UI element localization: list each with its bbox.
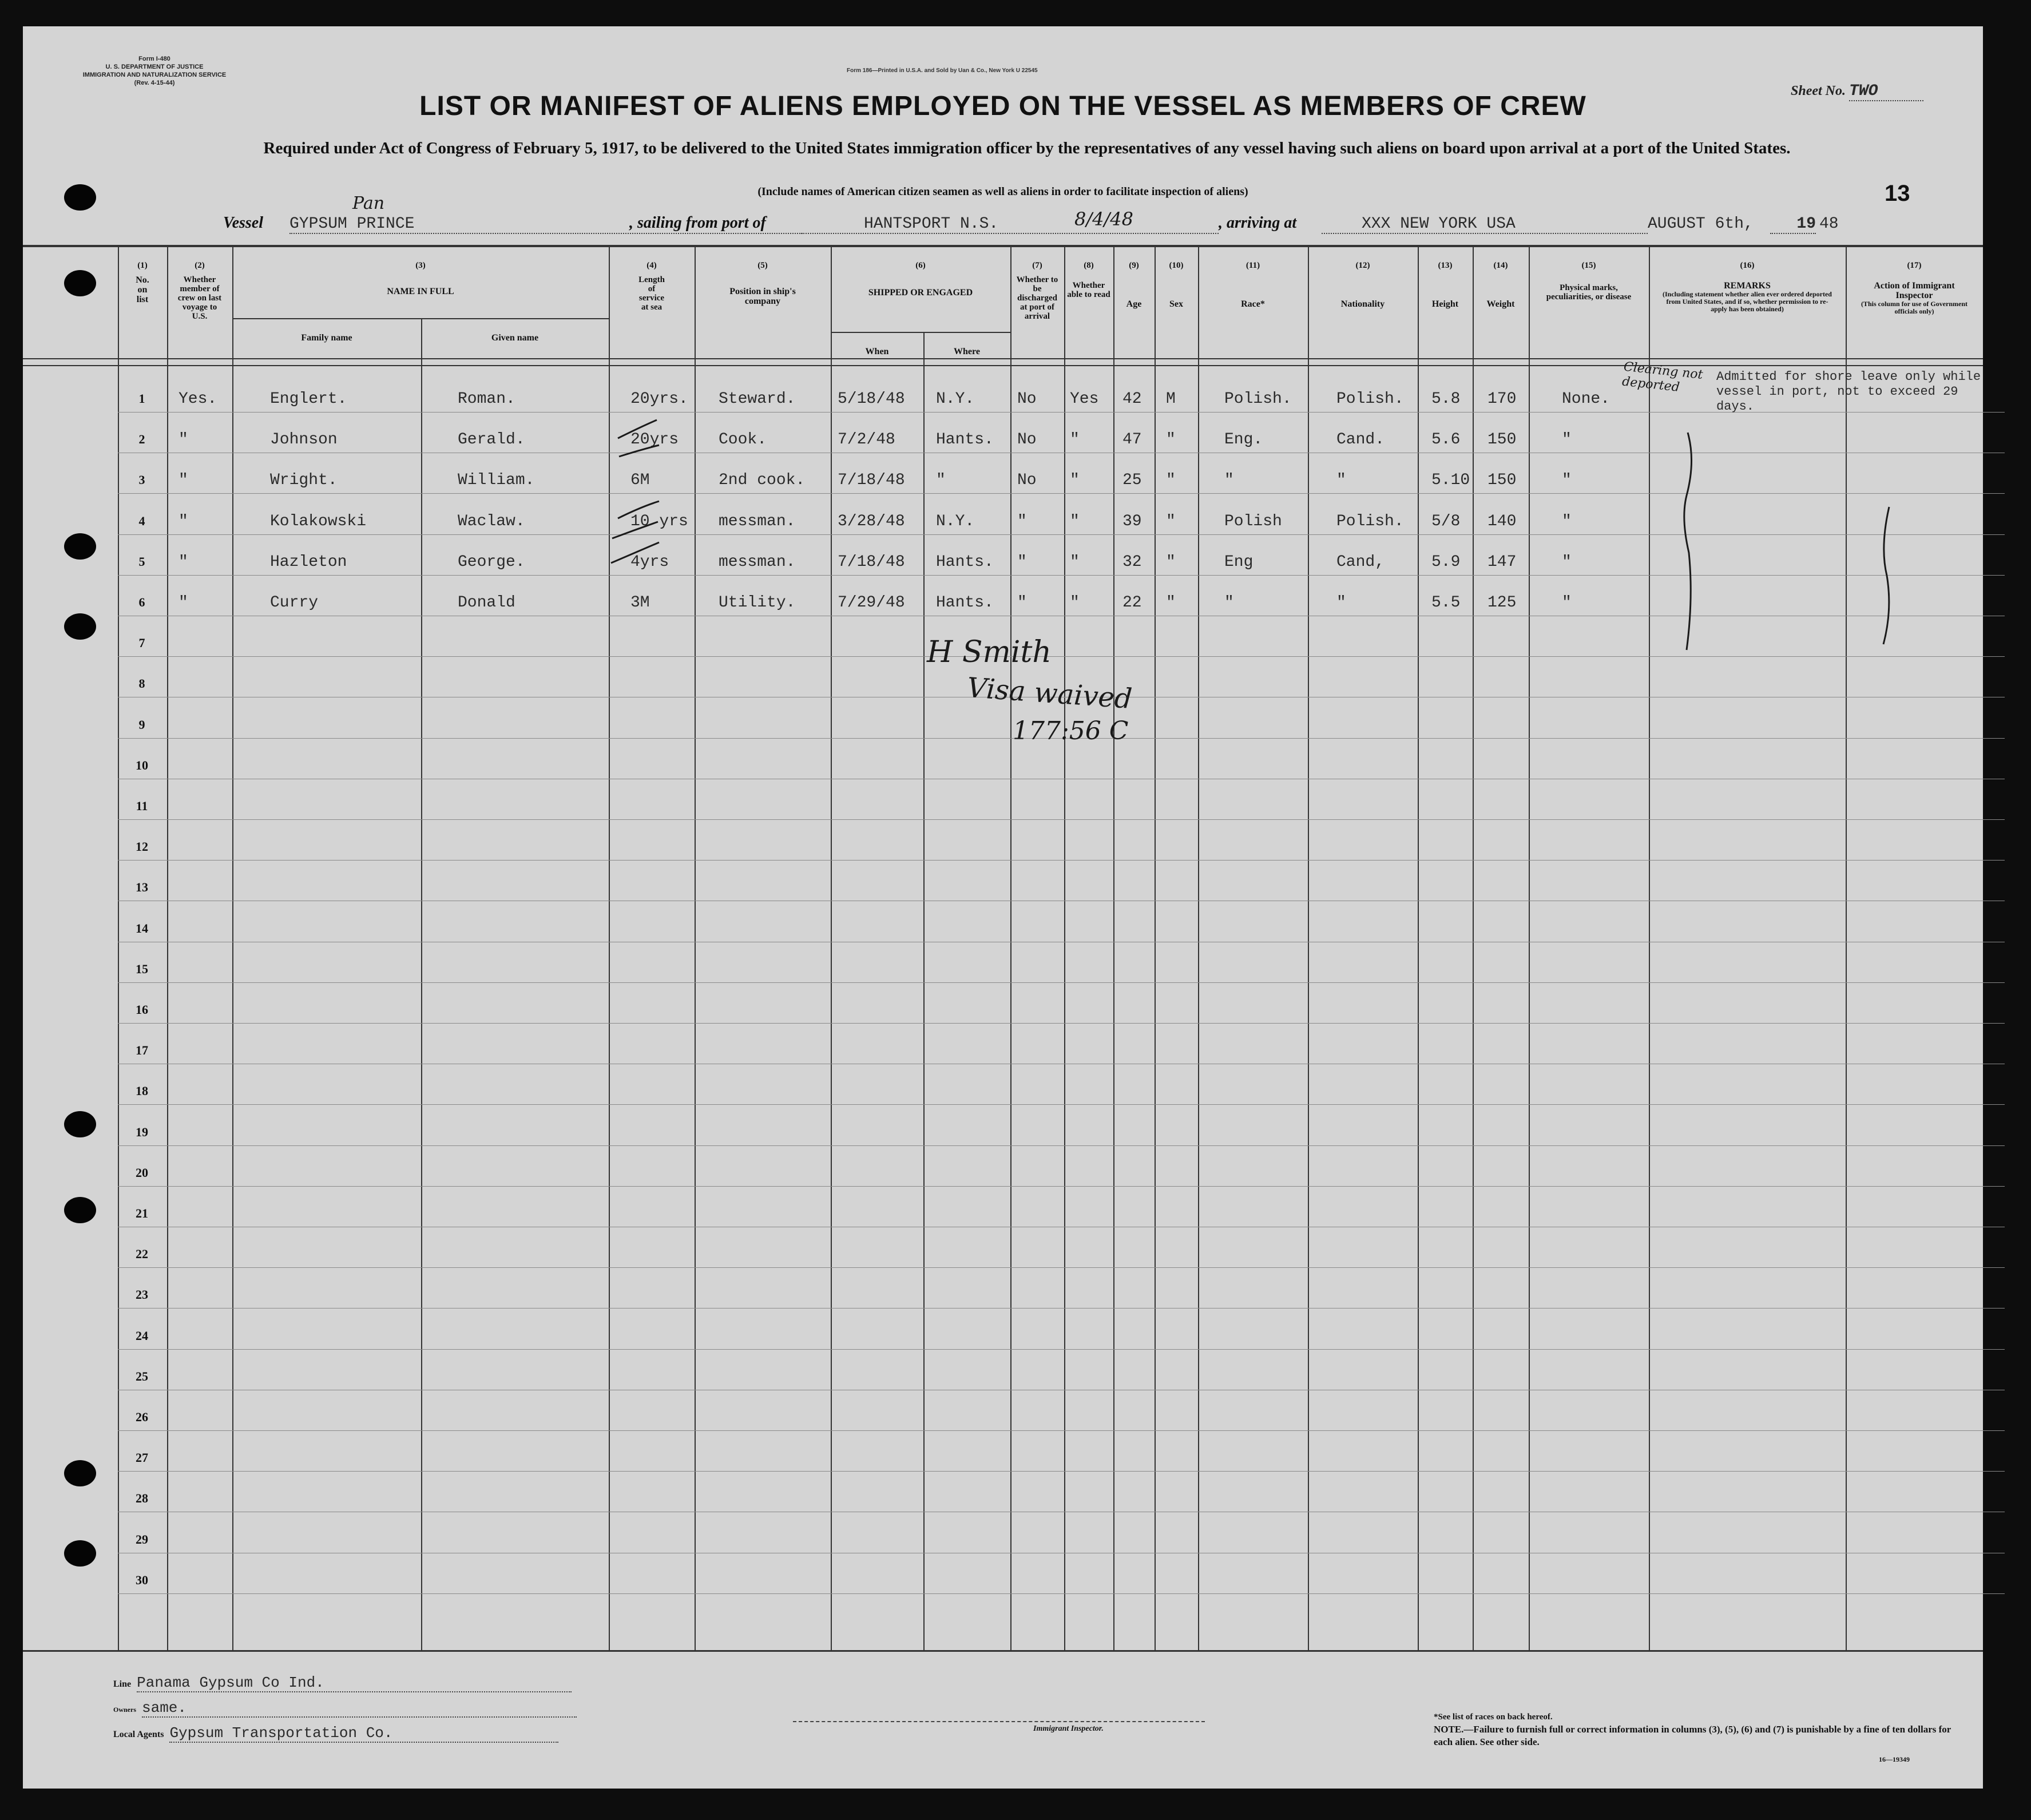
column-number: (11) [1245, 261, 1260, 270]
arrival-year-prefix: 19 [1770, 215, 1816, 234]
agents-label: Local Agents [113, 1730, 164, 1739]
visa-note: Visa waived [966, 671, 1133, 716]
shipped-where-cell: Hants. [936, 553, 994, 571]
height-cell: 5/8 [1431, 512, 1461, 530]
position-cell: messman. [719, 553, 796, 571]
column-label: NAME IN FULL [387, 287, 454, 296]
race-cell: " [1224, 471, 1234, 490]
shipped-where-cell: Hants. [936, 431, 994, 449]
weight-cell: 170 [1487, 390, 1517, 408]
penalty-note: NOTE.—Failure to furnish full or correct information in columns (3), (5), (6) and (7) is punishable by a fine of ten dollars for each alien. See other side. [1434, 1724, 1951, 1747]
column-label: SHIPPED OR ENGAGED [868, 288, 973, 298]
height-cell: 5.6 [1431, 431, 1461, 449]
discharged-cell: " [1017, 553, 1027, 571]
given-name-cell: William. [458, 471, 535, 490]
column-number: (10) [1169, 261, 1184, 270]
family-name-cell: Johnson [270, 431, 338, 449]
weight-cell: 125 [1487, 594, 1517, 612]
column-header-13 [1419, 261, 1471, 309]
row-number: 13 [136, 880, 148, 895]
row-number: 10 [136, 758, 148, 772]
column-number: (8) [1084, 261, 1094, 270]
inspector-label: Immigrant Inspector. [1033, 1724, 1104, 1733]
discharged-cell: No [1017, 390, 1037, 408]
row-number: 4 [138, 513, 145, 528]
race-cell: " [1224, 594, 1234, 612]
weight-cell: 150 [1487, 431, 1517, 449]
given-name-cell: Gerald. [458, 431, 525, 449]
family-name-header: Family name [301, 333, 352, 343]
column-label: Length of service at sea [638, 275, 665, 312]
requirement-text: Required under Act of Congress of February 5, 1917, to be delivered to the United States immigration officer by the representatives of any vessel having such aliens on board upon arrival at a port of the United States. [263, 139, 1791, 157]
remarks-bracket [1676, 427, 1699, 656]
footer-agents-row [113, 1724, 600, 1743]
nationality-cell: Cand. [1336, 431, 1385, 449]
column-number: (17) [1907, 261, 1922, 270]
nationality-cell: " [1336, 594, 1346, 612]
row-rule [118, 534, 2005, 535]
physical-marks-cell: " [1562, 594, 1572, 612]
sailing-label: , sailing from port of [629, 214, 766, 232]
row-number: 2 [138, 432, 145, 447]
revision: (Rev. 4-15-44) [134, 80, 175, 86]
position-cell: 2nd cook. [719, 471, 806, 490]
service-length-cell: 6M [630, 471, 650, 490]
shipped-where-cell: " [936, 471, 946, 490]
service-length-cell: 10 yrs [630, 512, 688, 530]
age-cell: 42 [1122, 390, 1142, 408]
family-name-cell: Kolakowski [270, 512, 367, 530]
row-number: 14 [136, 921, 148, 935]
row-rule [118, 860, 2005, 861]
owners-value: same. [142, 1699, 577, 1718]
footer-line-row [113, 1674, 600, 1692]
column-label: Height [1431, 299, 1459, 309]
height-cell: 5.8 [1431, 390, 1461, 408]
service: IMMIGRATION AND NATURALIZATION SERVICE [82, 72, 227, 78]
row-number: 28 [136, 1491, 148, 1506]
row-number: 19 [136, 1124, 148, 1139]
row-rule [118, 1023, 2005, 1024]
sex-cell: " [1166, 512, 1176, 530]
sex-cell: " [1166, 553, 1176, 571]
arriving-label: , arriving at [1219, 214, 1297, 232]
column-number: (3) [415, 261, 426, 270]
age-cell: 22 [1122, 594, 1142, 612]
action-bracket [1875, 501, 1898, 650]
column-label: Position in ship's company [729, 287, 796, 306]
column-label: Sex [1169, 299, 1183, 309]
age-cell: 39 [1122, 512, 1142, 530]
column-number: (12) [1355, 261, 1370, 270]
remarks-handwritten: Clearing not deported [1621, 359, 1704, 395]
punch-hole [64, 1111, 96, 1137]
weight-cell: 140 [1487, 512, 1517, 530]
able-to-read-cell: " [1070, 553, 1080, 571]
column-number: (16) [1740, 261, 1755, 270]
column-header-17 [1847, 261, 1982, 315]
column-header-2 [168, 261, 231, 321]
position-cell: Cook. [719, 431, 767, 449]
row-number: 1 [138, 391, 145, 406]
line-label: Line [113, 1679, 132, 1689]
nationality-cell: " [1336, 471, 1346, 490]
races-note: *See list of races on back hereof. [1434, 1712, 1553, 1722]
column-header-9 [1114, 261, 1153, 309]
column-number: (5) [757, 261, 768, 270]
nationality-cell: Polish. [1336, 512, 1404, 530]
service-length-cell: 4yrs [630, 553, 669, 571]
punch-hole [64, 533, 96, 560]
column-header-1 [120, 261, 165, 304]
service-length-cell: 20yrs. [630, 390, 688, 408]
able-to-read-cell: " [1070, 471, 1080, 490]
form-identifier [80, 55, 229, 87]
vessel-line [223, 193, 1882, 237]
row-number: 9 [138, 717, 145, 732]
column-label: Weight [1486, 299, 1515, 309]
race-cell: Polish [1224, 512, 1282, 530]
shipped-where-cell: N.Y. [936, 512, 975, 530]
last-voyage-cell: " [178, 471, 188, 490]
able-to-read-cell: " [1070, 431, 1080, 449]
race-cell: Eng. [1224, 431, 1263, 449]
last-voyage-cell: " [178, 512, 188, 530]
column-sublabel: (This column for use of Government officials only) [1861, 300, 1968, 315]
punch-hole [64, 1540, 96, 1567]
position-cell: Utility. [719, 594, 796, 612]
discharged-cell: " [1017, 512, 1027, 530]
shipped-when-cell: 5/18/48 [838, 390, 905, 408]
include-note: (Include names of American citizen seamen as well as aliens in order to facilitate inspection of aliens) [757, 185, 1248, 198]
punch-hole [64, 613, 96, 640]
column-header-15 [1530, 261, 1648, 302]
age-cell: 32 [1122, 553, 1142, 571]
column-header-3 [233, 261, 608, 296]
inspector-signature: H Smith [927, 635, 1052, 669]
row-number: 17 [136, 1043, 148, 1058]
service-length-cell: 3M [630, 594, 650, 612]
footer-owners-row [113, 1699, 600, 1718]
arrival-year-suffix: 48 [1819, 215, 1839, 233]
shipped-when-cell: 7/18/48 [838, 471, 905, 490]
row-rule [118, 819, 2005, 820]
race-cell: Eng [1224, 553, 1253, 571]
row-number: 18 [136, 1084, 148, 1099]
sheet-label: Sheet No. [1791, 84, 1846, 98]
row-rule [118, 1308, 2005, 1309]
column-header-4 [610, 261, 693, 312]
column-header-16 [1650, 261, 1844, 313]
row-number: 21 [136, 1206, 148, 1220]
punch-hole [64, 1460, 96, 1486]
inspector-signature-line [793, 1721, 1205, 1722]
arrival-date: AUGUST 6th, [1648, 215, 1754, 233]
service-tick-marks [606, 415, 669, 633]
column-number: (15) [1581, 261, 1596, 270]
when-header: When [865, 347, 889, 356]
row-number: 20 [136, 1165, 148, 1180]
height-cell: 5.10 [1431, 471, 1470, 490]
row-number: 6 [138, 595, 145, 609]
row-rule [118, 982, 2005, 983]
column-label: Age [1126, 299, 1142, 309]
row-number: 22 [136, 1247, 148, 1262]
sheet-value: TWO [1849, 82, 1923, 101]
nationality-cell: Polish. [1336, 390, 1404, 408]
column-label: Nationality [1340, 299, 1385, 309]
vessel-name: GYPSUM PRINCE [289, 215, 804, 234]
row-number: 24 [136, 1328, 148, 1343]
row-number: 7 [138, 636, 145, 651]
last-voyage-cell: " [178, 594, 188, 612]
column-header-5 [696, 261, 830, 306]
vessel-handwritten: Pan [352, 193, 385, 213]
sex-cell: " [1166, 594, 1176, 612]
row-rule [118, 1186, 2005, 1187]
physical-marks-cell: None. [1562, 390, 1610, 408]
column-label: Physical marks, peculiarities, or disease [1546, 283, 1632, 302]
owners-label: Owners [113, 1706, 136, 1714]
column-label: REMARKS [1724, 281, 1771, 291]
row-rule [118, 1349, 2005, 1350]
physical-marks-cell: " [1562, 553, 1572, 571]
row-number: 30 [136, 1572, 148, 1587]
arrival-port: XXX NEW YORK USA [1322, 215, 1648, 234]
row-number: 25 [136, 1369, 148, 1383]
last-voyage-cell: " [178, 553, 188, 571]
row-rule [118, 1145, 2005, 1146]
row-number: 3 [138, 473, 145, 487]
sex-cell: M [1166, 390, 1176, 408]
discharged-cell: No [1017, 471, 1037, 490]
where-header: Where [954, 347, 980, 356]
shipped-when-cell: 7/18/48 [838, 553, 905, 571]
line-value: Panama Gypsum Co Ind. [137, 1674, 572, 1692]
age-cell: 25 [1122, 471, 1142, 490]
column-label: Whether member of crew on last voyage to U.S. [177, 275, 222, 321]
row-number: 27 [136, 1450, 148, 1465]
row-number: 29 [136, 1532, 148, 1547]
column-number: (14) [1493, 261, 1508, 270]
column-header-7 [1011, 261, 1063, 321]
visa-code: 177:56 C [1013, 716, 1129, 746]
shipped-where-cell: N.Y. [936, 390, 975, 408]
sex-cell: " [1166, 471, 1176, 490]
agents-value: Gypsum Transportation Co. [169, 1724, 558, 1743]
row-rule [118, 493, 2005, 494]
row-number: 8 [138, 676, 145, 691]
port-handwritten: 8/4/48 [1074, 208, 1133, 230]
remarks-typed: Admitted for shore leave only while vessel in port, not to exceed 29 days. [1716, 370, 1981, 414]
physical-marks-cell: " [1562, 431, 1572, 449]
column-number: (7) [1032, 261, 1042, 270]
shipped-when-cell: 7/29/48 [838, 594, 905, 612]
row-number: 23 [136, 1287, 148, 1302]
height-cell: 5.5 [1431, 594, 1461, 612]
shipped-when-cell: 3/28/48 [838, 512, 905, 530]
able-to-read-cell: " [1070, 512, 1080, 530]
last-voyage-cell: " [178, 431, 188, 449]
column-header-6 [832, 261, 1009, 298]
given-name-cell: Donald [458, 594, 515, 612]
family-name-cell: Hazleton [270, 553, 347, 571]
column-label: Whether able to read [1067, 281, 1110, 299]
manifest-sheet [23, 26, 1983, 1789]
shipped-when-cell: 7/2/48 [838, 431, 895, 449]
discharged-cell: " [1017, 594, 1027, 612]
last-voyage-cell: Yes. [178, 390, 217, 408]
row-number: 16 [136, 1002, 148, 1017]
sex-cell: " [1166, 431, 1176, 449]
column-header-11 [1199, 261, 1307, 309]
vessel-label: Vessel [223, 214, 263, 232]
able-to-read-cell: Yes [1070, 390, 1099, 408]
row-rule [118, 1267, 2005, 1268]
department: U. S. DEPARTMENT OF JUSTICE [105, 64, 204, 70]
weight-cell: 150 [1487, 471, 1517, 490]
family-name-cell: Wright. [270, 471, 338, 490]
column-label: Race* [1241, 299, 1265, 309]
able-to-read-cell: " [1070, 594, 1080, 612]
given-name-cell: Roman. [458, 390, 515, 408]
row-number: 26 [136, 1410, 148, 1424]
position-cell: messman. [719, 512, 796, 530]
punch-hole [64, 1197, 96, 1223]
nationality-cell: Cand, [1336, 553, 1385, 571]
column-number: (6) [915, 261, 926, 270]
given-name-header: Given name [491, 333, 539, 343]
shipped-where-cell: Hants. [936, 594, 994, 612]
row-number: 12 [136, 839, 148, 854]
column-header-12 [1309, 261, 1417, 309]
printer-line: Form 186—Printed in U.S.A. and Sold by Uan & Co., New York U 22545 [847, 68, 1038, 74]
row-rule [118, 1593, 2005, 1594]
column-label: No. on list [136, 275, 149, 304]
age-cell: 47 [1122, 431, 1142, 449]
physical-marks-cell: " [1562, 471, 1572, 490]
sailing-port: HANTSPORT N.S. [801, 215, 1219, 234]
row-rule [118, 1430, 2005, 1431]
row-number: 5 [138, 554, 145, 569]
given-name-cell: George. [458, 553, 525, 571]
column-number: (9) [1129, 261, 1139, 270]
row-rule [118, 575, 2005, 576]
column-header-8 [1065, 261, 1112, 299]
row-rule [118, 1104, 2005, 1105]
column-sublabel: (Including statement whether alien ever ordered deported from United States, and if so, whether permission to re-apply has been obtained) [1663, 290, 1832, 313]
row-rule [118, 656, 2005, 657]
column-number: (2) [195, 261, 205, 270]
page-number: 13 [1885, 181, 1910, 206]
form-number: Form I-480 [138, 55, 170, 62]
race-cell: Polish. [1224, 390, 1292, 408]
service-length-cell: 20yrs [630, 431, 679, 449]
family-name-cell: Englert. [270, 390, 347, 408]
page-title: LIST OR MANIFEST OF ALIENS EMPLOYED ON THE VESSEL AS MEMBERS OF CREW [419, 91, 1586, 121]
row-rule [118, 1471, 2005, 1472]
family-name-cell: Curry [270, 594, 319, 612]
column-header-10 [1156, 261, 1197, 309]
physical-marks-cell: " [1562, 512, 1572, 530]
column-header-14 [1474, 261, 1528, 309]
column-number: (4) [646, 261, 657, 270]
form-code: 16—19349 [1879, 1755, 1910, 1763]
row-number: 15 [136, 961, 148, 976]
weight-cell: 147 [1487, 553, 1517, 571]
column-number: (13) [1438, 261, 1453, 270]
height-cell: 5.9 [1431, 553, 1461, 571]
punch-hole [64, 270, 96, 296]
column-label: Whether to be discharged at port of arrival [1016, 275, 1058, 321]
given-name-cell: Waclaw. [458, 512, 525, 530]
row-number: 11 [136, 799, 148, 813]
position-cell: Steward. [719, 390, 796, 408]
discharged-cell: No [1017, 431, 1037, 449]
column-label: Action of Immigrant Inspector [1874, 281, 1955, 300]
column-number: (1) [137, 261, 148, 270]
